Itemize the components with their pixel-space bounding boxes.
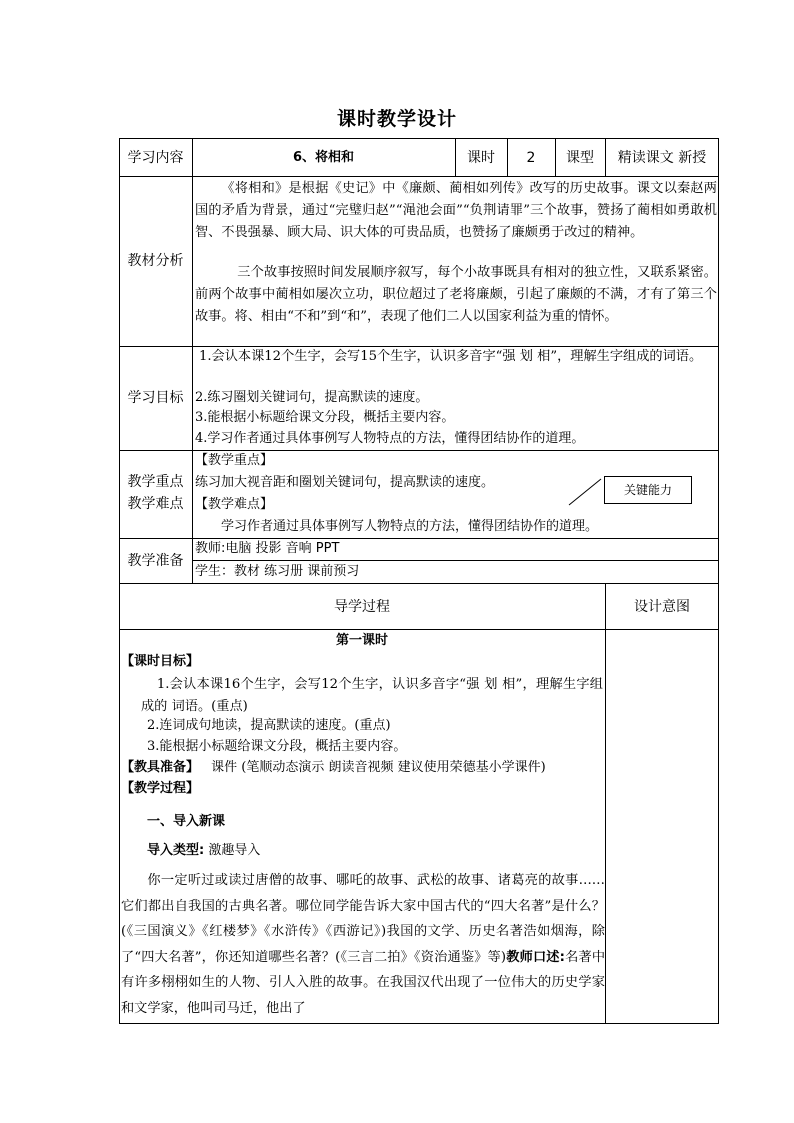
difficult-points-label: 教学难点 [127,496,184,512]
row-divider [192,560,719,561]
teacher-talk-text: 名著中有许多栩栩如生的人物、引人入胜的故事。在我国汉代出现了一位伟大的历史学家和文学家，他叫司马迁，他出了 [121,949,605,1016]
callout-pointer-line [568,478,602,506]
material-analysis-para-2: 三个故事按照时间发展顺序叙写，每个小故事既具有相对的独立性，又联系紧密。前两个故事中蔺相如屡次立功，职位超过了老将廉颇，引起了廉颇的不满，才有了第三个故事。将、相由“不和”到“和”，表现了他们二人以国家利益为重的情怀。 [195,265,717,324]
period-goal-1: 1.会认本课16个生字，会写12个生字，认识多音字“强 划 相”，理解生字组成的 词语。(重点) [141,677,603,714]
intro-body-text: 你一定听过或读过唐僧的故事、哪吒的故事、武松的故事、诸葛亮的故事……它们都出自我国的古典名著。哪位同学能告诉大家中国古代的“四大名著”是什么？(《三国演义》《红楼梦》《水浒传》《西游记》)我国的文学、历史名著浩如烟海，除了“四大名著”，你还知道哪些名著？(《三言二拍》《资治通鉴》等) [121,873,605,965]
learning-goal-4: 4.学习作者通过具体事例写人物特点的方法，懂得团结协作的道理。 [195,431,585,446]
difficulty-text: 学习作者通过具体事例写人物特点的方法，懂得团结协作的道理。 [221,519,599,534]
intro-type-label: 导入类型: [147,843,205,858]
teaching-process-heading: 【教学过程】 [121,781,200,796]
process-header: 导学过程 [334,599,390,615]
preparation-label: 教学准备 [127,553,184,569]
focus-text: 练习加大视音距和圈划关键词句，提高默读的速度。 [195,475,495,490]
row-divider [119,176,719,177]
teaching-tools-heading: 【教具准备】 [121,760,200,775]
page-title: 课时教学设计 [336,108,457,130]
design-intent-header: 设计意图 [634,599,690,615]
col-divider [192,138,193,583]
type-value: 精读课文 新授 [617,150,707,166]
lesson-name: 6、将相和 [292,150,355,165]
student-preparation: 学生：教材 练习册 课前预习 [195,564,360,579]
learning-goals-label: 学习目标 [127,390,184,406]
material-analysis-label: 教材分析 [127,253,184,269]
col-divider [605,583,606,1024]
row-divider [119,629,719,630]
period-goals-heading: 【课时目标】 [121,654,200,669]
row-divider [119,583,719,584]
intro-body [121,868,605,1021]
key-ability-callout: 关键能力 [604,476,692,504]
teacher-preparation: 教师:电脑 投影 音响 PPT [195,541,340,556]
learning-goal-3: 3.能根据小标题给课文分段，概括主要内容。 [195,410,455,425]
lesson-period-title: 第一课时 [335,633,388,648]
period-label: 课时 [467,150,495,166]
content-label: 学习内容 [127,150,184,166]
period-goal-3: 3.能根据小标题给课文分段，概括主要内容。 [147,739,407,754]
intro-type-value: 激趣导入 [208,843,261,858]
teacher-talk-label: 教师口述: [506,949,565,965]
key-points-label: 教学重点 [127,474,184,490]
learning-goal-1: 1.会认本课12个生字，会写15个生字，认识多音字“强 划 相”，理解生字组成的词语。 [198,349,703,364]
learning-goal-2: 2.练习圈划关键词句，提高默读的速度。 [195,390,429,405]
focus-heading: 【教学重点】 [195,453,274,468]
teaching-tools-text: 课件 (笔顺动态演示 朗读音视频 建议使用荣德基小学课件) [211,760,546,775]
difficulty-heading: 【教学难点】 [195,497,274,512]
material-analysis-para-1: 《将相和》是根据《史记》中《廉颇、蔺相如列传》改写的历史故事。课文以秦赵两国的矛盾为背景，通过“完璧归赵”“渑池会面”“负荆请罪”三个故事，赞扬了蔺相如勇敢机智、不畏强暴、顾大局、识大体的可贵品质，也赞扬了廉颇勇于改过的精神。 [195,181,717,240]
period-value: 2 [526,150,536,166]
teaching-tools [121,758,546,778]
type-label: 课型 [566,150,594,166]
period-goal-2: 2.连词成句地读，提高默读的速度。(重点) [147,718,391,733]
section-intro-heading: 一、导入新课 [147,814,226,829]
intro-type [147,841,260,861]
